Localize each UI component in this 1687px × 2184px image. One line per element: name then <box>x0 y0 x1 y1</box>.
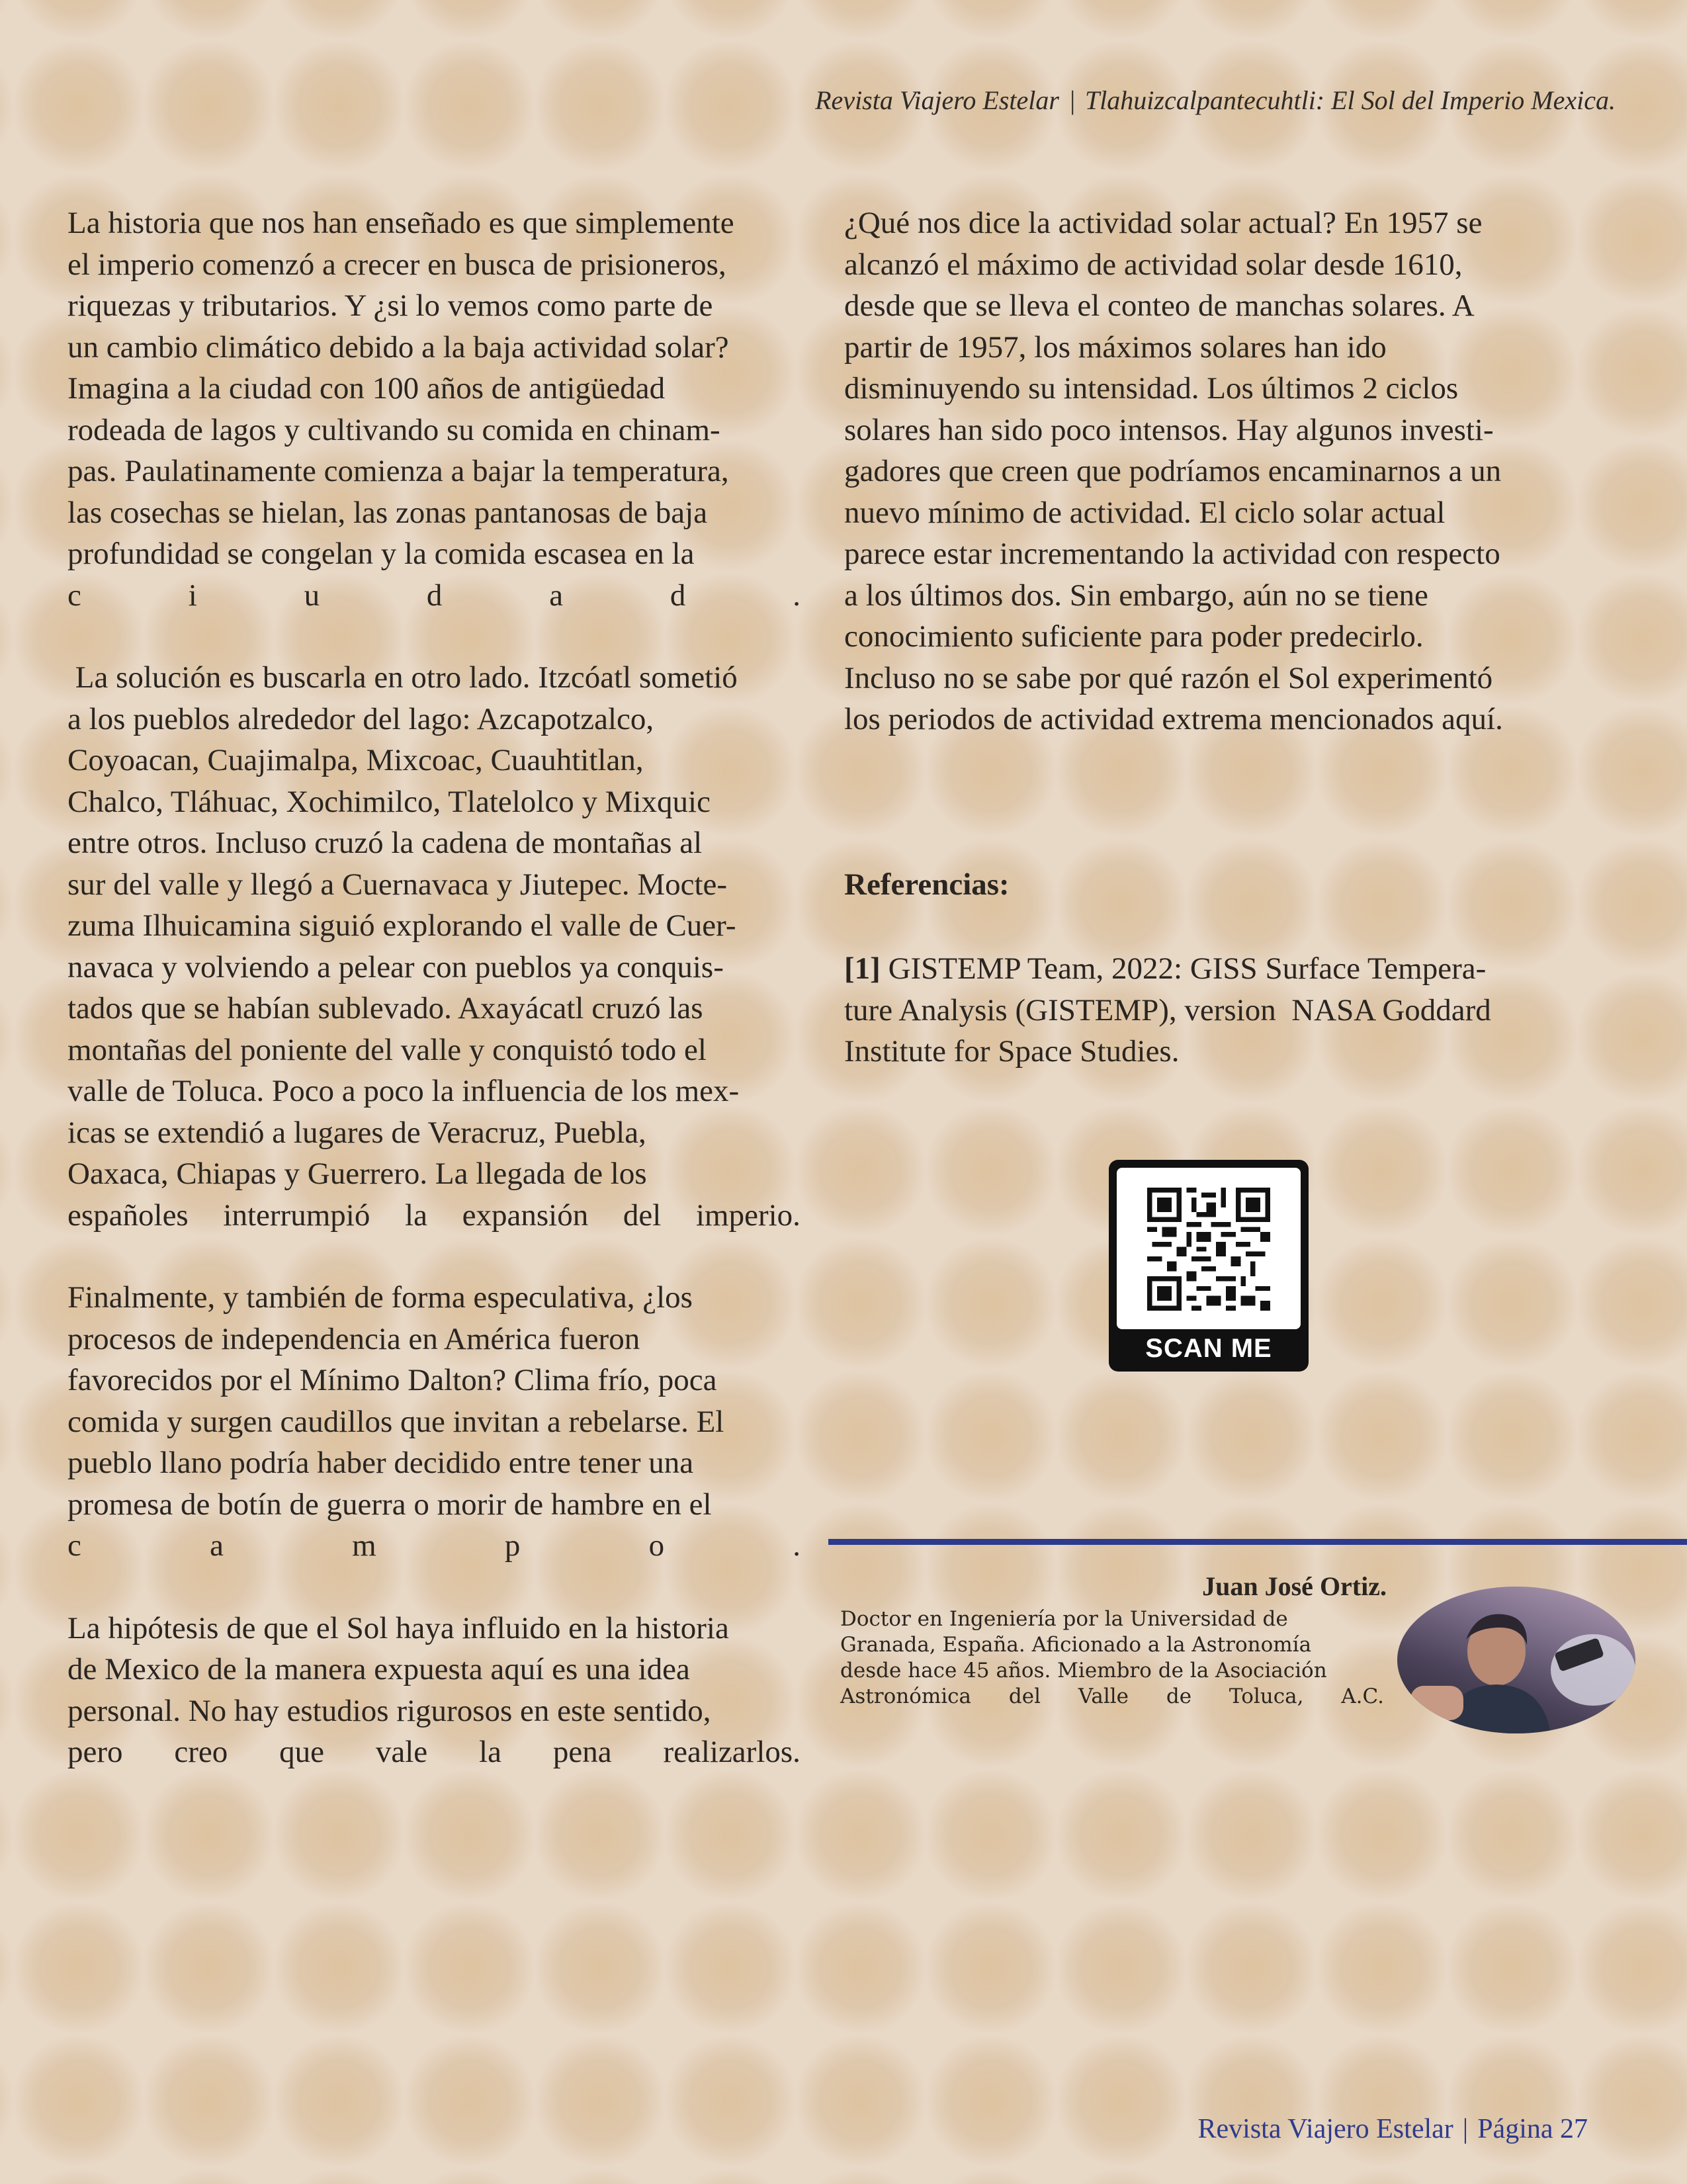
text-line: Chalco, Tláhuac, Xochimilco, Tlatelolco y Mixquic <box>67 784 711 819</box>
text-line: de Mexico de la manera expuesta aquí es una idea <box>67 1652 690 1686</box>
author-bio <box>840 1606 1384 1710</box>
references-heading: Referencias: <box>844 867 1010 902</box>
text-line: parece estar incrementando la actividad con respecto <box>844 537 1500 571</box>
word: imperio. <box>696 1198 800 1233</box>
text-line: icas se extendió a lugares de Veracruz, Puebla, <box>67 1115 646 1150</box>
word: i <box>188 578 197 613</box>
word: vale <box>375 1735 428 1769</box>
reference-number: [1] <box>844 951 881 986</box>
word: a <box>210 1528 224 1563</box>
text-line: La solución es buscarla en otro lado. Itzcóatl sometió <box>67 660 738 695</box>
text-line: Coyoacan, Cuajimalpa, Mixcoac, Cuauhtitlan, <box>67 743 644 777</box>
text-line-spaced <box>67 1525 800 1567</box>
running-header <box>815 85 1616 116</box>
word: de <box>1166 1684 1192 1708</box>
header-article-title: Tlahuizcalpantecuhtli: El Sol del Imperio Mexica. <box>1084 85 1616 115</box>
text-line: partir de 1957, los máximos solares han ido <box>844 329 1387 365</box>
word: Toluca, <box>1229 1684 1304 1708</box>
text-line: Imagina a la ciudad con 100 años de antigüedad <box>67 371 666 406</box>
text-line: Oaxaca, Chiapas y Guerrero. La llegada de los <box>67 1157 647 1191</box>
word: d <box>426 578 443 613</box>
text-line: procesos de independencia en América fueron <box>67 1321 640 1356</box>
text-line-spaced <box>67 1731 800 1773</box>
page-number: Página 27 <box>1477 2114 1588 2144</box>
text-line: montañas del poniente del valle y conquistó todo el <box>67 1032 707 1067</box>
text-line: profundidad se congelan y la comida escasea en la <box>67 537 695 571</box>
word: del <box>623 1198 662 1233</box>
author-name: Juan José Ortiz. <box>1202 1571 1387 1601</box>
paragraph-4 <box>67 1608 800 1773</box>
text-line: gadores que creen que podríamos encaminarnos a un <box>844 454 1502 488</box>
reference-item <box>844 948 1573 1072</box>
footer-magazine-name: Revista Viajero Estelar <box>1197 2114 1453 2144</box>
header-separator: | <box>1068 85 1076 115</box>
text-line: navaca y volviendo a pelear con pueblos ya conquis- <box>67 949 724 984</box>
word: creo <box>174 1735 228 1769</box>
word: interrumpió <box>223 1198 370 1233</box>
word: . <box>793 1528 800 1563</box>
text-line: a los pueblos alrededor del lago: Azcapotzalco, <box>67 701 654 736</box>
word: expansión <box>462 1198 589 1233</box>
word: u <box>304 578 320 613</box>
word: la <box>479 1735 501 1769</box>
word: españoles <box>67 1198 189 1233</box>
text-line: alcanzó el máximo de actividad solar desde 1610, <box>844 247 1463 282</box>
text-line: rodeada de lagos y cultivando su comida en chinam- <box>67 412 720 447</box>
word: o <box>648 1528 665 1563</box>
text-line: sur del valle y llegó a Cuernavaca y Jiutepec. Mocte- <box>67 867 728 902</box>
header-magazine-name: Revista Viajero Estelar <box>815 85 1059 115</box>
word: m <box>352 1528 376 1563</box>
bio-line: Granada, España. Aficionado a la Astronomía <box>840 1633 1312 1657</box>
text-line: disminuyendo su intensidad. Los últimos 2 ciclos <box>844 371 1459 406</box>
text-line: conocimiento suficiente para poder predecirlo. <box>844 619 1424 654</box>
text-line: valle de Toluca. Poco a poco la influencia de los mex- <box>67 1074 740 1108</box>
word: p <box>504 1528 521 1563</box>
page-footer <box>1198 2113 1588 2145</box>
qr-code-icon <box>1117 1168 1301 1329</box>
text-line: los periodos de actividad extrema mencionados aquí. <box>844 702 1503 736</box>
scan-me-label: SCAN ME <box>1145 1334 1272 1363</box>
text-line: tados que se habían sublevado. Axayácatl cruzó las <box>67 991 703 1026</box>
word: realizarlos. <box>663 1735 800 1769</box>
text-line: riquezas y tributarios. Y ¿si lo vemos como parte de <box>67 288 713 323</box>
word: Valle <box>1078 1684 1129 1708</box>
text-line: Incluso no se sabe por qué razón el Sol experimentó <box>844 660 1493 695</box>
text-line: promesa de botín de guerra o morir de hambre en el <box>67 1487 712 1522</box>
text-line: pueblo llano podría haber decidido entre tener una <box>67 1446 694 1480</box>
reference-text: Institute for Space Studies. <box>844 1034 1180 1069</box>
section-divider <box>828 1539 1687 1545</box>
paragraph-2 <box>67 657 800 1236</box>
text-line: comida y surgen caudillos que invitan a rebelarse. El <box>67 1404 724 1439</box>
word: pero <box>67 1735 123 1769</box>
text-line-spaced <box>67 575 800 617</box>
text-line: Finalmente, y también de forma especulativa, ¿los <box>67 1280 693 1315</box>
paragraph-3 <box>67 1277 800 1567</box>
word: Astronómica <box>840 1684 972 1708</box>
text-line: desde que se lleva el conteo de manchas solares. A <box>844 288 1475 323</box>
word: . <box>793 578 800 613</box>
text-line: a los últimos dos. Sin embargo, aún no se tiene <box>844 578 1428 613</box>
word: la <box>405 1198 427 1233</box>
footer-separator: | <box>1462 2114 1469 2144</box>
text-line: entre otros. Incluso cruzó la cadena de montañas al <box>67 826 703 860</box>
text-line: personal. No hay estudios rigurosos en este sentido, <box>67 1693 711 1728</box>
text-line: La historia que nos han enseñado es que simplemente <box>67 206 734 240</box>
text-line: ¿Qué nos dice la actividad solar actual? En 1957 se <box>844 206 1483 240</box>
word: c <box>67 578 81 613</box>
text-line: un cambio climático debido a la baja actividad solar? <box>67 329 729 365</box>
text-line: pas. Paulatinamente comienza a bajar la temperatura, <box>67 454 729 488</box>
text-line: zuma Ilhuicamina siguió explorando el valle de Cuer- <box>67 908 736 943</box>
text-line: solares han sido poco intensos. Hay algunos investi- <box>844 412 1494 447</box>
text-line: nuevo mínimo de actividad. El ciclo solar actual <box>844 495 1446 530</box>
bio-line: Doctor en Ingeniería por la Universidad de <box>840 1607 1288 1631</box>
right-column <box>844 202 1573 740</box>
text-line: el imperio comenzó a crecer en busca de prisioneros, <box>67 247 726 282</box>
text-line: las cosechas se hielan, las zonas pantanosas de baja <box>67 495 708 530</box>
text-line: La hipótesis de que el Sol haya influido en la historia <box>67 1610 729 1645</box>
bio-line-spaced <box>840 1684 1384 1710</box>
text-line: favorecidos por el Mínimo Dalton? Clima frío, poca <box>67 1363 717 1397</box>
word: a <box>549 578 564 613</box>
word: pena <box>552 1735 612 1769</box>
reference-text: ture Analysis (GISTEMP), version NASA Goddard <box>844 992 1491 1027</box>
word: d <box>670 578 686 613</box>
word: del <box>1008 1684 1041 1708</box>
text-line-spaced <box>67 1195 800 1237</box>
word: que <box>279 1735 325 1769</box>
author-photo <box>1397 1587 1635 1733</box>
paragraph-1 <box>67 202 800 616</box>
qr-code-badge[interactable] <box>1109 1160 1309 1372</box>
word: A.C. <box>1341 1684 1384 1708</box>
left-column <box>67 202 800 1773</box>
bio-line: desde hace 45 años. Miembro de la Asociación <box>840 1659 1327 1682</box>
reference-text: GISTEMP Team, 2022: GISS Surface Tempera- <box>880 951 1487 986</box>
word: c <box>67 1528 81 1563</box>
